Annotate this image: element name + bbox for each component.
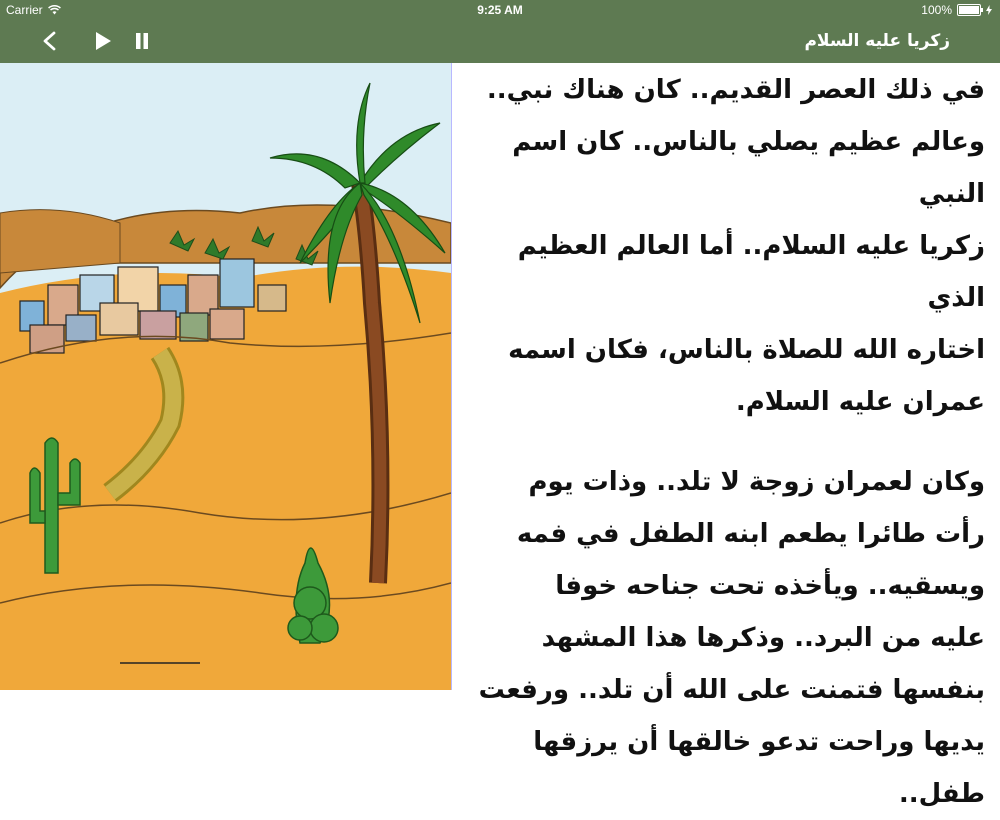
status-bar: [0, 0, 1000, 20]
navigation-bar: [0, 20, 1000, 63]
story-paragraph: وكان لعمران زوجة لا تلد.. وذات يوم رأت طائرا يطعم ابنه الطفل في فمه ويسقيه.. ويأخذه تحت جناحه خوفا عليه من البرد.. وذكرها هذا المشهد بنفسها فتمنت على الله أن تلد.. ورفعت يديها وراحت تدعو خالقها أن يرزقها طفل..: [478, 467, 985, 809]
charging-icon: [986, 5, 992, 15]
carrier-label: Carrier: [6, 3, 43, 17]
play-icon: [93, 30, 113, 52]
battery-icon: [957, 4, 981, 16]
story-text: [455, 64, 985, 809]
desert-scene-image: [0, 63, 451, 690]
battery-indicator: [921, 3, 992, 17]
battery-percent: 100%: [921, 3, 952, 17]
chevron-left-icon: [40, 30, 58, 52]
pause-icon: [133, 31, 151, 51]
pause-button[interactable]: [128, 26, 156, 56]
clock: 9:25 AM: [477, 3, 523, 17]
page-title: زكريا عليه السلام: [804, 31, 950, 51]
back-button[interactable]: [34, 26, 64, 56]
story-paragraph: في ذلك العصر القديم.. كان هناك نبي.. وعالم عظيم يصلي بالناس.. كان اسم النبي زكريا عليه السلام.. أما العالم العظيم الذي اختاره الله للصلاة بالناس، فكان اسمه عمران عليه السلام.: [486, 75, 985, 417]
play-button[interactable]: [88, 26, 118, 56]
story-illustration: [0, 63, 452, 690]
